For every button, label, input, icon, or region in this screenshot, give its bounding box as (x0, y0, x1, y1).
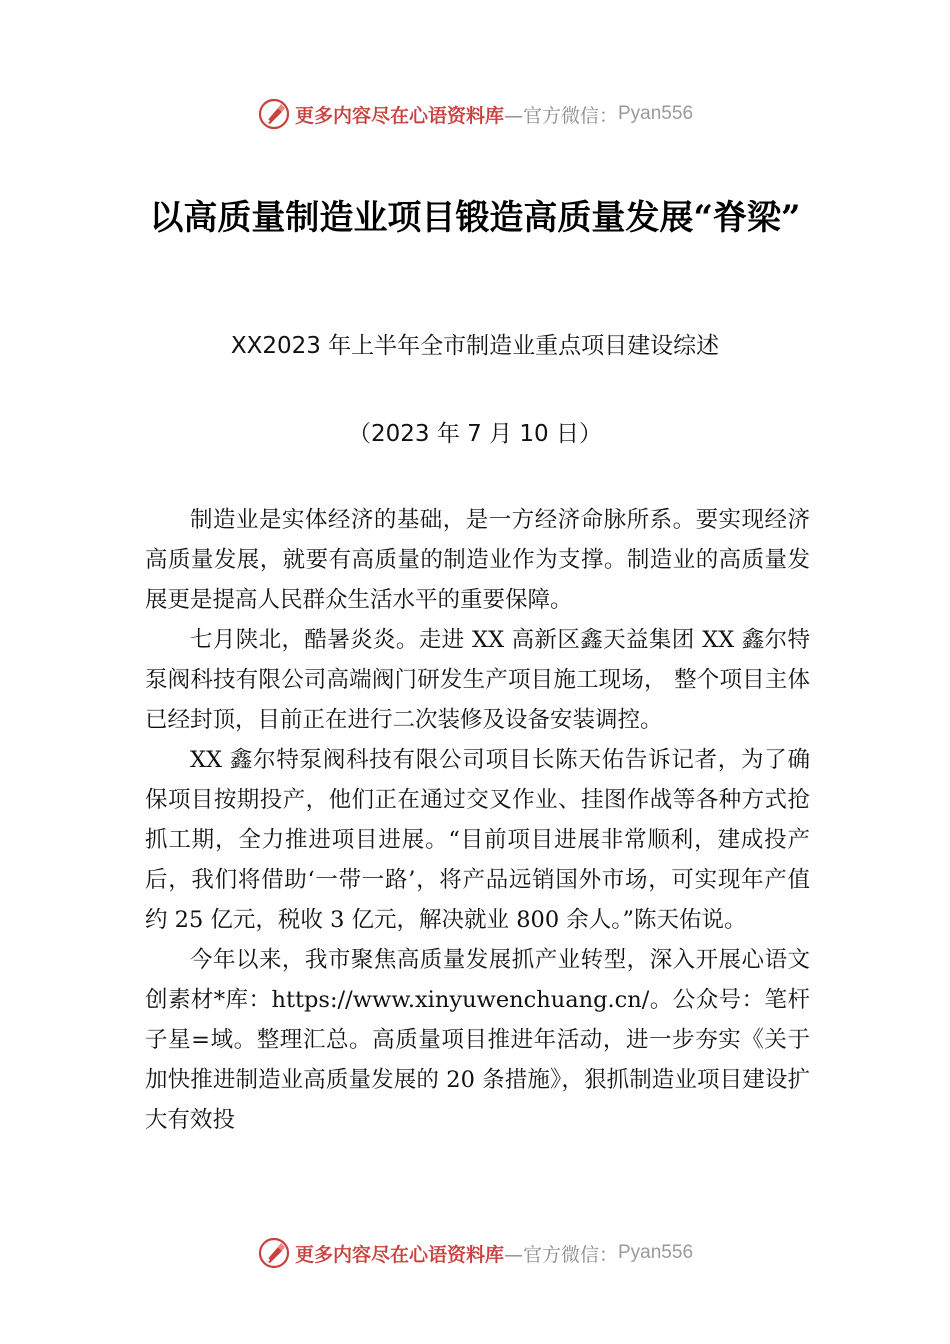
watermark-gray-text: —官方微信： (503, 1243, 618, 1266)
header-watermark (0, 94, 950, 134)
document-title: 以高质量制造业项目锻造高质量发展“脊梁” (149, 198, 801, 238)
watermark-red-text: 更多内容尽在心语资料库 (294, 104, 504, 127)
document-subtitle: XX2023 年上半年全市制造业重点项目建设综述 (230, 333, 720, 359)
pen-logo-icon (257, 97, 291, 131)
watermark-wechat-id: Pyan556 (618, 103, 694, 124)
paragraph: XX 鑫尔特泵阀科技有限公司项目长陈天佑告诉记者，为了确保项目按期投产，他们正在通过交叉作业、挂图作战等各种方式抢抓工期，全力推进项目进展。“目前项目进展非常顺利，建成投产后，我们将借助‘一带一路’，将产品远销国外市场，可实现年产值约 25 亿元，税收 3 亿元，解决就业 800 余人。”陈天佑说。 (145, 747, 810, 933)
footer-watermark (0, 1233, 950, 1273)
document-date: （2023 年 7 月 10 日） (348, 421, 602, 447)
pen-logo-icon (257, 1236, 291, 1270)
paragraph: 今年以来，我市聚焦高质量发展抓产业转型，深入开展心语文创素材*库：https://www.xinyuwenchuang.cn/。公众号：笔杆子星=域。整理汇总。高质量项目推进年活动，进一步夯实《关于加快推进制造业高质量发展的 20 条措施》，狠抓制造业项目建设扩大有效投 (145, 947, 810, 1133)
document-body (145, 500, 810, 1140)
paragraph: 制造业是实体经济的基础，是一方经济命脉所系。要实现经济高质量发展，就要有高质量的制造业作为支撑。制造业的高质量发展更是提高人民群众生活水平的重要保障。 (145, 507, 810, 613)
watermark-wechat-id: Pyan556 (618, 1242, 694, 1263)
watermark-red-text: 更多内容尽在心语资料库 (294, 1243, 504, 1266)
watermark-gray-text: —官方微信： (503, 104, 618, 127)
paragraph: 七月陕北，酷暑炎炎。走进 XX 高新区鑫天益集团 XX 鑫尔特泵阀科技有限公司高端阀门研发生产项目施工现场， 整个项目主体已经封顶，目前正在进行二次装修及设备安装调控。 (145, 627, 810, 733)
